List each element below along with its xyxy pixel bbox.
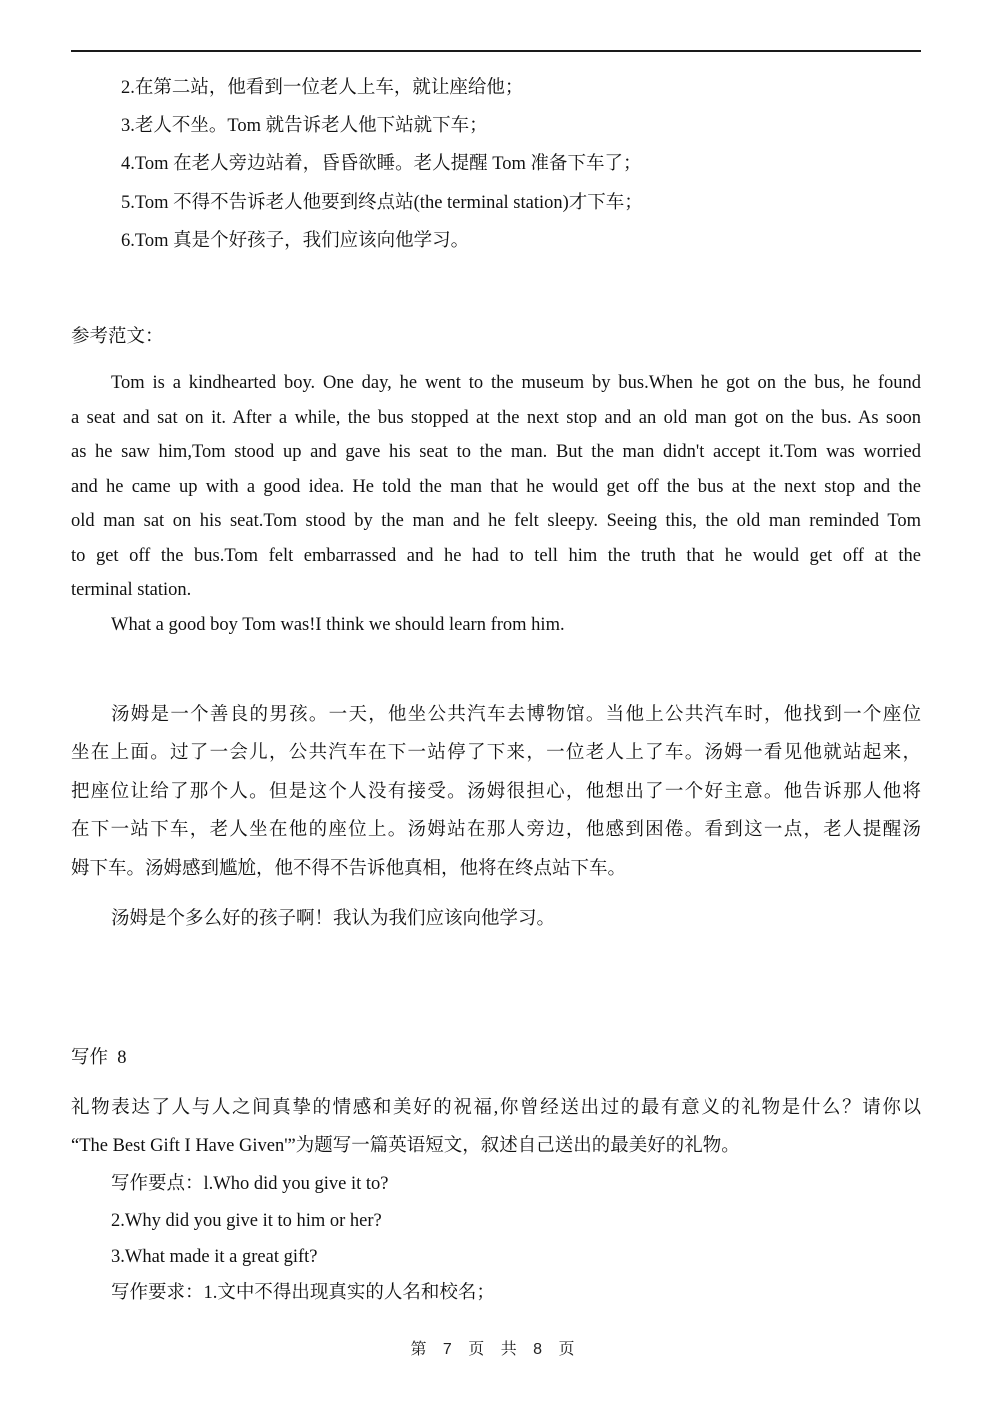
prompt-line: “The Best Gift I Have Given'”为题写一篇英语短文，叙述自己送出的最美好的礼物。 bbox=[71, 1136, 740, 1156]
writing-point: 2.Why did you give it to him or her? bbox=[111, 1211, 382, 1231]
translation-line: 姆下车。汤姆感到尴尬，他不得不告诉他真相，他将在终点站下车。 bbox=[71, 859, 627, 879]
outline-item: 3.老人不坐。Tom 就告诉老人他下站就下车； bbox=[121, 116, 488, 136]
header-rule bbox=[71, 50, 921, 52]
translation-line: 汤姆是一个善良的男孩。一天，他坐公共汽车去博物馆。当他上公共汽车时，他找到一个座位 bbox=[111, 705, 921, 725]
outline-item: 6.Tom 真是个好孩子，我们应该向他学习。 bbox=[121, 231, 470, 251]
essay-line: Tom is a kindhearted boy. One day, he went to the museum by bus.When he got on the bus, he found bbox=[111, 373, 921, 393]
page-number: 第 7 页 共 8 页 bbox=[410, 1341, 581, 1358]
translation-line: 把座位让给了那个人。但是这个人没有接受。汤姆很担心，他想出了一个好主意。他告诉那人他将 bbox=[71, 782, 921, 802]
section-title: 写作 8 bbox=[71, 1048, 127, 1068]
essay-line: to get off the bus.Tom felt embarrassed and he had to tell him the truth that he would get off at the bbox=[71, 546, 921, 566]
essay-line: as he saw him,Tom stood up and gave his seat to the man. But the man didn't accept it.Tom was worried bbox=[71, 442, 921, 462]
prompt-line: 礼物表达了人与人之间真挚的情感和美好的祝福,你曾经送出过的最有意义的礼物是什么？请你以 bbox=[71, 1098, 921, 1118]
essay-line: terminal station. bbox=[71, 580, 192, 600]
translation-line: 在下一站下车，老人坐在他的座位上。汤姆站在那人旁边，他感到困倦。看到这一点，老人提醒汤 bbox=[71, 820, 921, 840]
essay-line: old man sat on his seat.Tom stood by the man and he felt sleepy. Seeing this, the old man reminded Tom bbox=[71, 511, 921, 531]
essay-line: and he came up with a good idea. He told the man that he would get off the bus at the next stop and the bbox=[71, 477, 921, 497]
writing-requirement: 写作要求：1.文中不得出现真实的人名和校名； bbox=[111, 1283, 495, 1303]
outline-item: 4.Tom 在老人旁边站着，昏昏欲睡。老人提醒 Tom 准备下车了； bbox=[121, 154, 642, 174]
translation-closing: 汤姆是个多么好的孩子啊！我认为我们应该向他学习。 bbox=[111, 909, 556, 929]
outline-item: 2.在第二站，他看到一位老人上车，就让座给他； bbox=[121, 78, 524, 98]
outline-item: 5.Tom 不得不告诉老人他要到终点站(the terminal station)才下车； bbox=[121, 193, 643, 213]
essay-closing: What a good boy Tom was!I think we should learn from him. bbox=[111, 615, 565, 635]
writing-point: 写作要点：l.Who did you give it to? bbox=[111, 1174, 389, 1194]
writing-point: 3.What made it a great gift? bbox=[111, 1247, 318, 1267]
essay-line: a seat and sat on it. After a while, the bus stopped at the next stop and an old man got on the bus. As soon bbox=[71, 408, 921, 428]
translation-line: 坐在上面。过了一会儿，公共汽车在下一站停了下来，一位老人上了车。汤姆一看见他就站起来， bbox=[71, 743, 921, 763]
sample-heading: 参考范文： bbox=[71, 327, 164, 347]
